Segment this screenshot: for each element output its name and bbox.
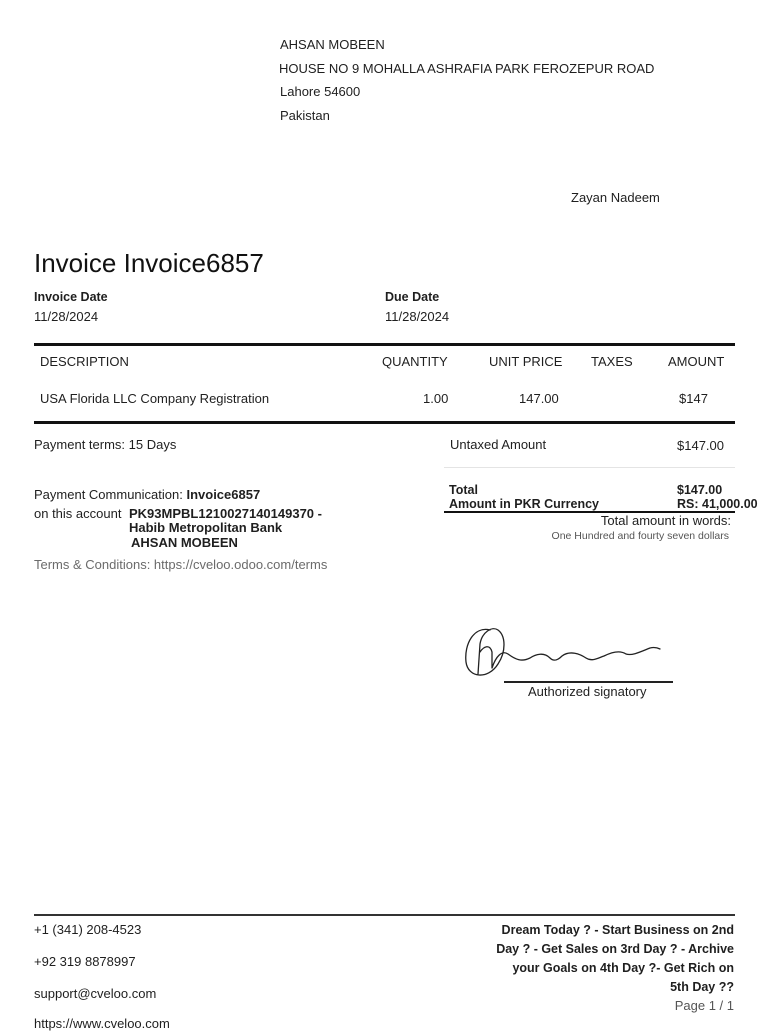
payment-terms: Payment terms: 15 Days <box>34 437 177 452</box>
signature-image <box>462 622 666 684</box>
table-bottom-rule <box>34 421 735 424</box>
footer-slogan: Dream Today ? - Start Business on 2nd Day ? - Get Sales on 3rd Day ? - Archive your Goals on 4th Day ?- Get Rich on 5th Day ?? <box>496 923 734 994</box>
row-quantity: 1.00 <box>423 391 449 406</box>
footer-phone-2: +92 319 8878997 <box>34 954 136 969</box>
footer-website[interactable]: https://www.cveloo.com <box>34 1016 170 1031</box>
col-amount: AMOUNT <box>668 354 725 369</box>
company-country: Pakistan <box>280 107 330 123</box>
col-quantity: QUANTITY <box>382 354 448 369</box>
col-description: DESCRIPTION <box>40 354 129 369</box>
col-unit-price: UNIT PRICE <box>489 354 563 369</box>
words-label: Total amount in words: <box>600 513 731 528</box>
pkr-value: RS: 41,000.00 <box>677 497 758 511</box>
invoice-date-label: Invoice Date <box>34 290 108 304</box>
company-address <box>280 33 654 127</box>
total-label: Total <box>449 483 478 497</box>
invoice-title: Invoice Invoice6857 <box>34 248 264 278</box>
col-taxes: TAXES <box>591 354 633 369</box>
company-city: Lahore 54600 <box>280 84 361 99</box>
company-name: AHSAN MOBEEN <box>280 37 385 52</box>
footer-rule <box>34 914 735 916</box>
account-label: on this account <box>34 506 122 521</box>
invoice-date: 11/28/2024 <box>34 309 99 324</box>
row-unit-price: 147.00 <box>519 391 559 406</box>
footer-email[interactable]: support@cveloo.com <box>34 986 157 1001</box>
payment-communication-value: Invoice6857 <box>186 487 261 502</box>
row-description: USA Florida LLC Company Registration <box>40 391 270 406</box>
bank-name: Habib Metropolitan Bank <box>129 520 283 535</box>
totals-divider <box>444 467 735 468</box>
account-number: PK93MPBL1210027140149370 - <box>129 506 322 521</box>
terms-conditions: Terms & Conditions: https://cveloo.odoo.com/terms <box>34 557 328 572</box>
signature-label: Authorized signatory <box>528 684 647 699</box>
signature-line <box>504 681 673 683</box>
untaxed-value: $147.00 <box>677 438 724 453</box>
page-number: Page 1 / 1 <box>674 998 734 1013</box>
untaxed-label: Untaxed Amount <box>450 437 547 452</box>
payment-communication <box>34 487 260 502</box>
due-date: 11/28/2024 <box>385 309 450 324</box>
table-top-rule <box>34 343 735 346</box>
customer-name: Zayan Nadeem <box>571 190 660 205</box>
due-date-label: Due Date <box>385 290 440 304</box>
footer-phone-1: +1 (341) 208-4523 <box>34 922 142 937</box>
account-holder: AHSAN MOBEEN <box>131 535 238 550</box>
total-value: $147.00 <box>677 483 723 497</box>
row-amount: $147 <box>679 391 708 406</box>
words-value: One Hundred and fourty seven dollars <box>551 530 729 542</box>
pkr-label: Amount in PKR Currency <box>449 497 600 511</box>
payment-communication-label: Payment Communication: <box>34 487 183 502</box>
company-street: HOUSE NO 9 MOHALLA ASHRAFIA PARK FEROZEPUR ROAD <box>279 60 655 76</box>
